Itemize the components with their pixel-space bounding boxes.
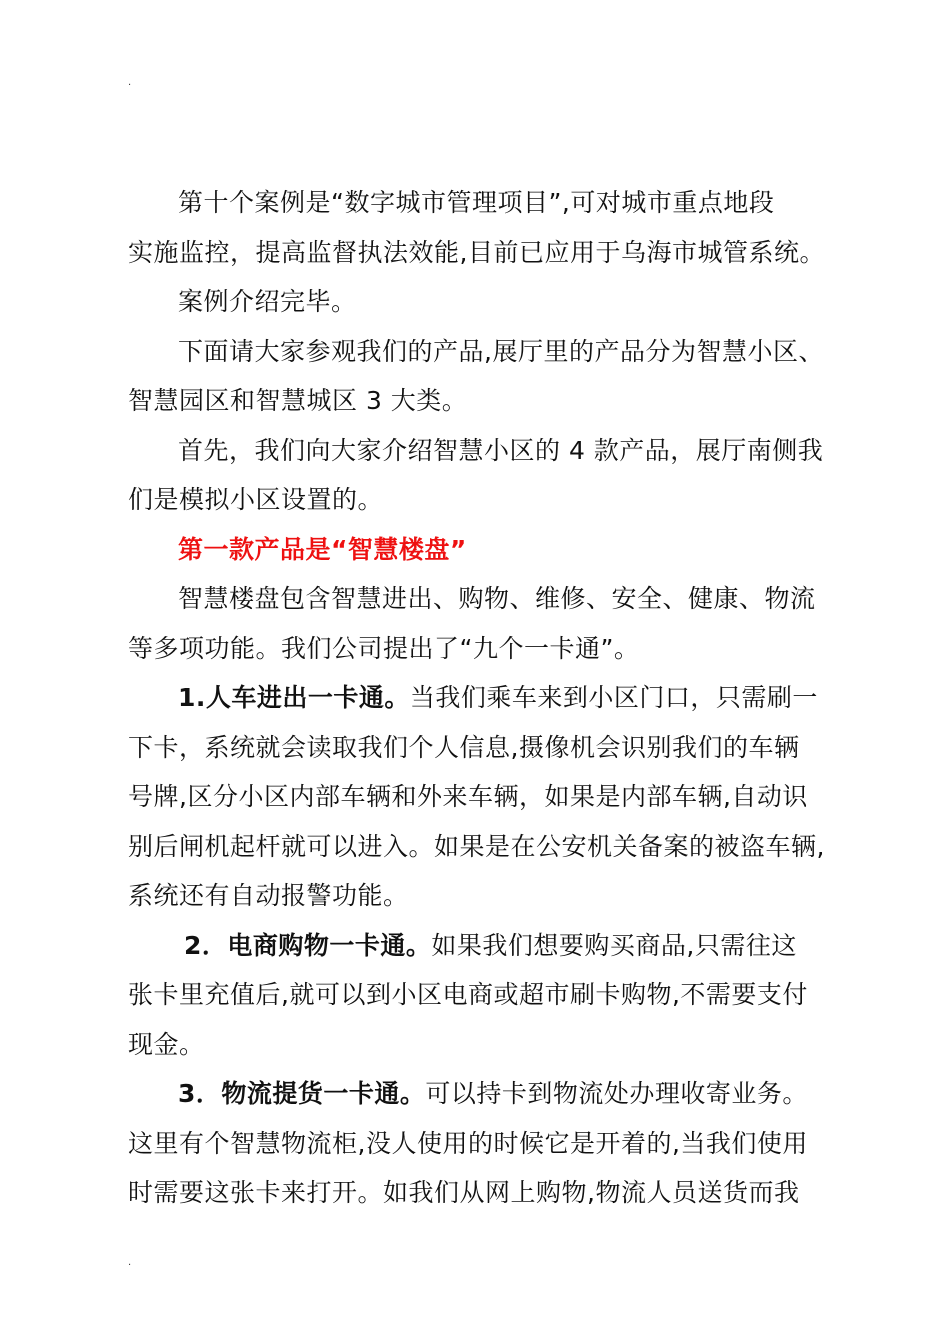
document-body xyxy=(128,178,828,1218)
paragraph-line: 案例介绍完毕。 xyxy=(178,287,357,316)
paragraph-line: 系统还有自动报警功能。 xyxy=(128,881,409,910)
section-heading: 第一款产品是“智慧楼盘” xyxy=(178,534,467,564)
paragraph-line: 首先，我们向大家介绍智慧小区的 4 款产品，展厅南侧我 xyxy=(178,435,824,465)
paragraph-line: 时需要这张卡来打开。如我们从网上购物,物流人员送货而我 xyxy=(128,1178,800,1207)
paragraph-line: 别后闸机起杆就可以进入。如果是在公安机关备案的被盗车辆, xyxy=(128,831,825,861)
list-item-text: 当我们乘车来到小区门口，只需刷一 xyxy=(409,683,818,712)
list-item-text: 可以持卡到物流处办理收寄业务。 xyxy=(425,1079,808,1108)
paragraph-line: 智慧楼盘包含智慧进出、购物、维修、安全、健康、物流 xyxy=(178,584,816,613)
paragraph-line: 智慧园区和智慧城区 3 大类。 xyxy=(128,386,468,415)
list-item-heading xyxy=(128,1069,828,1119)
list-item-bold-lead: 2．电商购物一卡通。 xyxy=(184,930,432,960)
paragraph-line: 下面请大家参观我们的产品,展厅里的产品分为智慧小区、 xyxy=(178,336,824,366)
paragraph-line: 实施监控，提高监督执法效能,目前已应用于乌海市城管系统。 xyxy=(128,237,825,267)
paragraph-line: 们是模拟小区设置的。 xyxy=(128,485,384,514)
paragraph-line: 等多项功能。我们公司提出了“九个一卡通”。 xyxy=(128,633,640,663)
paragraph-line: 现金。 xyxy=(128,1029,205,1059)
paragraph-line: 这里有个智慧物流柜,没人使用的时候它是开着的,当我们使用 xyxy=(128,1128,808,1158)
list-item-heading xyxy=(128,673,828,723)
page-marker-top: . xyxy=(128,77,132,88)
list-item-text: 如果我们想要购买商品,只需往这 xyxy=(431,930,797,960)
list-item-bold-lead: 1.人车进出一卡通。 xyxy=(178,683,410,712)
paragraph-line: 下卡，系统就会读取我们个人信息,摄像机会识别我们的车辆 xyxy=(128,732,800,762)
list-item-heading xyxy=(128,921,828,971)
paragraph-line: 张卡里充值后,就可以到小区电商或超市刷卡购物,不需要支付 xyxy=(128,980,808,1009)
list-item-bold-lead: 3．物流提货一卡通。 xyxy=(178,1079,426,1108)
page-marker-bottom: . xyxy=(128,1257,132,1268)
paragraph-line: 号牌,区分小区内部车辆和外来车辆，如果是内部车辆,自动识 xyxy=(128,782,808,811)
paragraph-line: 第十个案例是“数字城市管理项目”,可对城市重点地段 xyxy=(178,188,775,217)
